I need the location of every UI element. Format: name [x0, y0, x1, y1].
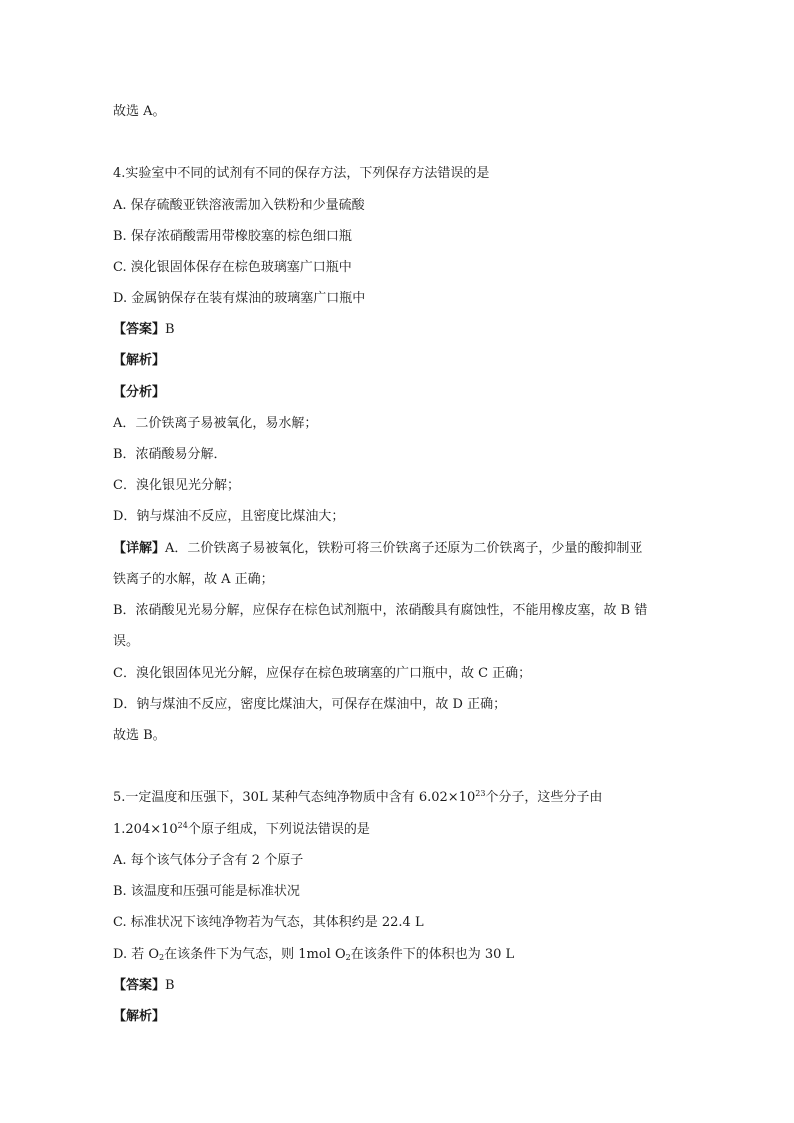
q4-option-d: D. 金属钠保存在装有煤油的玻璃塞广口瓶中: [113, 291, 366, 306]
q5-option-b: B. 该温度和压强可能是标准状况: [113, 884, 300, 899]
q4-option-a: A. 保存硫酸亚铁溶液需加入铁粉和少量硫酸: [113, 198, 365, 213]
q4-detail-first: [113, 541, 642, 557]
q4-detail-line: B．浓硝酸见光易分解，应保存在棕色试剂瓶中，浓硝酸具有腐蚀性，不能用橡皮塞，故 B 错: [113, 603, 648, 618]
q4-fenxi-b: B．浓硝酸易分解．: [113, 447, 227, 462]
q4-analysis-label: 【解析】: [113, 353, 166, 368]
detail-text: A．二价铁离子易被氧化，铁粉可将三价铁离子还原为二价铁离子，少量的酸抑制亚: [165, 541, 643, 556]
answer-value: B: [165, 978, 175, 993]
q5-option-a: A. 每个该气体分子含有 2 个原子: [113, 853, 304, 868]
q4-fenxi-d: D．钠与煤油不反应，且密度比煤油大；: [113, 509, 345, 524]
q5-analysis-label: 【解析】: [113, 1009, 166, 1024]
q3-conclusion: 故选 A。: [113, 104, 166, 119]
answer-value: B: [165, 322, 175, 337]
answer-label: 【答案】: [113, 322, 166, 337]
q5-answer: [113, 978, 175, 994]
q4-stem: 4.实验室中不同的试剂有不同的保存方法，下列保存方法错误的是: [113, 166, 490, 181]
q5-stem-line2: $1.204\times 10^{24}$个原子组成，下列说法错误的是: [113, 821, 370, 837]
q4-detail-line: D．钠与煤油不反应，密度比煤油大，可保存在煤油中，故 D 正确；: [113, 697, 507, 712]
q4-fenxi-c: C．溴化银见光分解；: [113, 478, 240, 493]
q4-conclusion: 故选 B。: [113, 728, 166, 743]
q4-detail-line: 误。: [113, 634, 140, 649]
q4-detail-line: C．溴化银固体见光分解，应保存在棕色玻璃塞的广口瓶中，故 C 正确；: [113, 666, 532, 681]
q5-stem-line1: 5.一定温度和压强下，30L 某种气态纯净物质中含有 $6.02\times 10^{23}$个分子，这些分子由: [113, 789, 603, 805]
q4-option-c: C. 溴化银固体保存在棕色玻璃塞广口瓶中: [113, 260, 352, 275]
q4-fenxi-label: 【分析】: [113, 385, 166, 400]
q5-option-d: D. 若 $O_2$在该条件下为气态，则 1mol $O_2$在该条件下的体积也为 30 L: [113, 947, 515, 962]
answer-label: 【答案】: [113, 978, 166, 993]
q4-fenxi-a: A．二价铁离子易被氧化，易水解；: [113, 416, 318, 431]
q4-detail-line: 铁离子的水解，故 A 正确；: [113, 572, 274, 587]
q5-option-c: C. 标准状况下该纯净物若为气态，其体积约是 22.4 L: [113, 915, 424, 930]
q4-answer: [113, 322, 175, 338]
detail-label: 【详解】: [113, 541, 166, 556]
q4-option-b: B. 保存浓硝酸需用带橡胶塞的棕色细口瓶: [113, 229, 352, 244]
